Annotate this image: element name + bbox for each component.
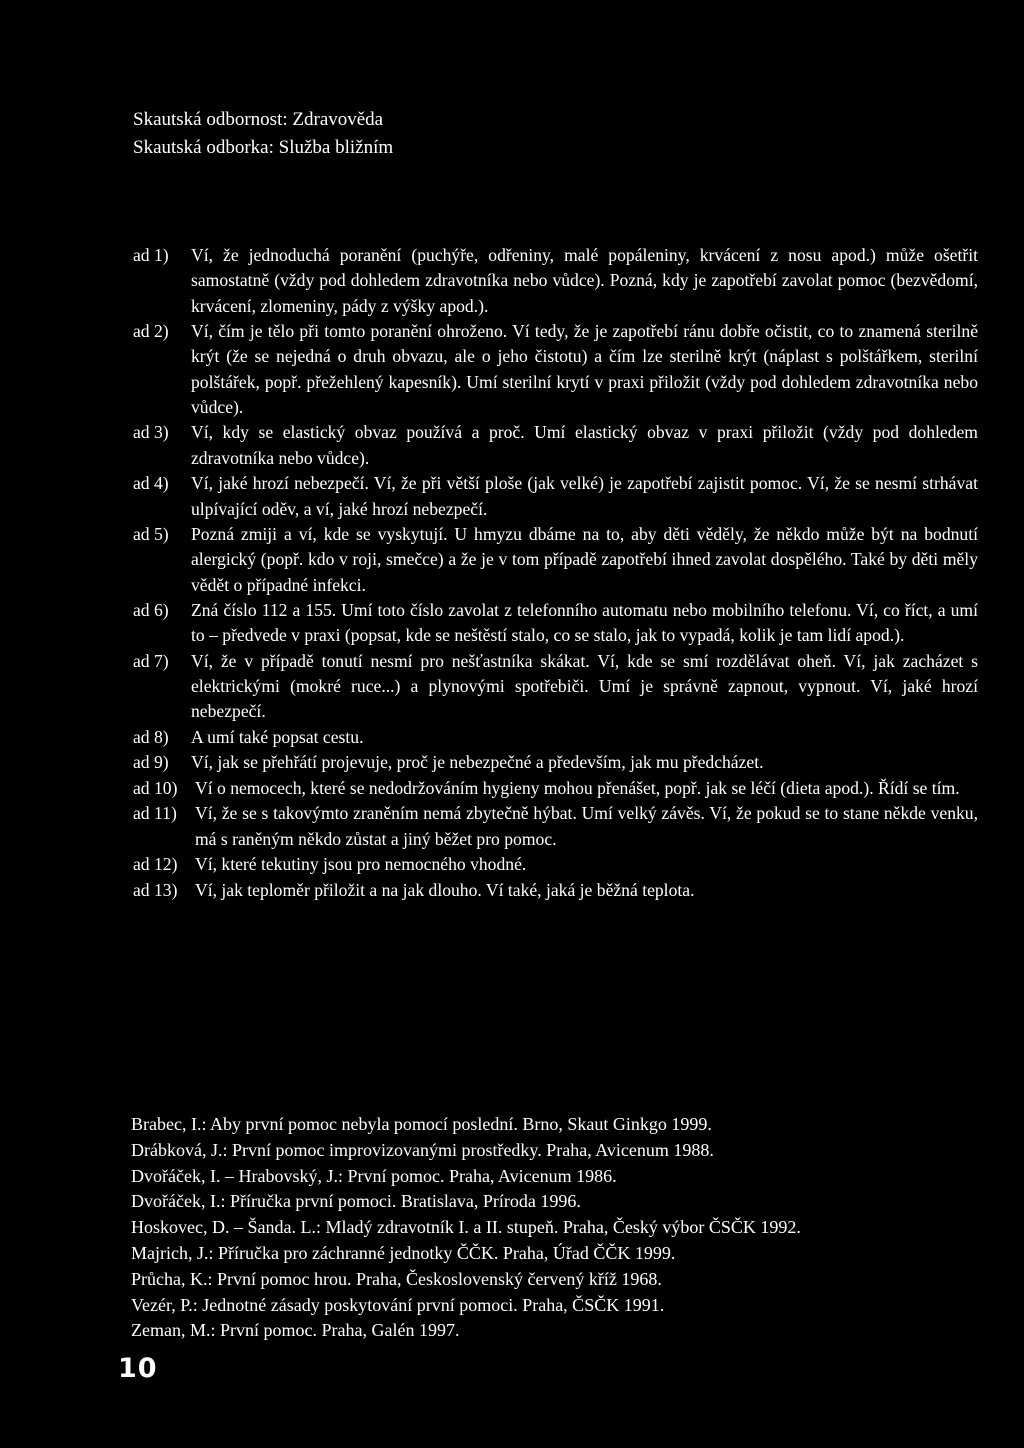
item-text: Zná číslo 112 a 155. Umí toto číslo zavolat z telefonního automatu nebo mobilního telefonu. Ví, co říct, a umí to – předvede v praxi (popsat, kde se neštěstí stalo, co se stalo, jak to vypadá, kolik je tam lidí apod.).: [191, 600, 978, 646]
reference-item: Zeman, M.: První pomoc. Praha, Galén 1997.: [131, 1320, 460, 1341]
header-line-odborka: Skautská odborka: Služba bližním: [133, 137, 394, 158]
item-text: Ví, jaké hrozí nebezpečí. Ví, že při větší ploše (jak velké) je zapotřebí zajistit pomoc. Ví, že se nesmí strhávat ulpívající oděv, a ví, jaké hrozí nebezpečí.: [191, 473, 978, 519]
header: [133, 106, 393, 162]
item-label: ad 8): [133, 726, 169, 747]
list-item: [133, 649, 978, 725]
item-label: ad 5): [133, 524, 169, 545]
reference-item: Brabec, I.: Aby první pomoc nebyla pomocí poslední. Brno, Skaut Ginkgo 1999.: [131, 1114, 712, 1134]
list-item: [133, 243, 978, 319]
item-text: A umí také popsat cestu.: [191, 726, 364, 747]
item-text: Ví, čím je tělo při tomto poranění ohroženo. Ví tedy, že je zapotřebí ránu dobře očistit, co to znamená sterilně krýt (že se nejedná o druh obvazu, ale o jeho čistotu) a čím lze sterilně krýt (náplast s polštářkem, sterilní polštářek, popř. přežehlený kapesník). Umí sterilní krytí v praxi přiložit (vždy pod dohledem zdravotníka nebo vůdce).: [191, 321, 978, 417]
list-item: [133, 750, 978, 775]
list-item: [133, 776, 978, 801]
reference-item: Průcha, K.: První pomoc hrou. Praha, Československý červený kříž 1968.: [131, 1268, 662, 1289]
list-item: [133, 598, 978, 649]
reference-item: Majrich, J.: Příručka pro záchranné jednotky ČČK. Praha, Úřad ČČK 1999.: [131, 1242, 676, 1263]
item-label: ad 6): [133, 600, 169, 621]
references-list: [131, 1112, 801, 1344]
item-label: ad 2): [133, 321, 169, 342]
item-label: ad 13): [133, 879, 178, 900]
item-label: ad 10): [133, 777, 178, 798]
list-item: [133, 725, 978, 750]
item-text: Ví o nemocech, které se nedodržováním hygieny mohou přenášet, popř. jak se léčí (dieta apod.). Řídí se tím.: [195, 777, 960, 798]
item-label: ad 12): [133, 854, 178, 875]
requirements-list: [133, 243, 978, 903]
list-item: [133, 801, 978, 852]
list-item: [133, 471, 978, 522]
header-line-odbornost: Skautská odbornost: Zdravověda: [133, 109, 384, 130]
reference-item: Vezér, P.: Jednotné zásady poskytování první pomoci. Praha, ČSČK 1991.: [131, 1294, 665, 1315]
list-item: [133, 420, 978, 471]
item-text: Ví, že v případě tonutí nesmí pro nešťastníka skákat. Ví, kde se smí rozdělávat oheň. Ví, jak zacházet s elektrickými (mokré ruce...) a plynovými spotřebiči. Umí je správně zapnout, vypnout. Ví, jaké hrozí nebezpečí.: [191, 650, 978, 722]
item-label: ad 4): [133, 473, 169, 494]
reference-item: Hoskovec, D. – Šanda. L.: Mladý zdravotník I. a II. stupeň. Praha, Český výbor ČSČK 1992.: [131, 1217, 801, 1238]
item-label: ad 3): [133, 422, 169, 443]
reference-item: Dvořáček, I.: Příručka první pomoci. Bratislava, Príroda 1996.: [131, 1191, 581, 1212]
list-item: [133, 852, 978, 877]
reference-item: Dvořáček, I. – Hrabovský, J.: První pomoc. Praha, Avicenum 1986.: [131, 1165, 617, 1186]
item-text: Ví, které tekutiny jsou pro nemocného vhodné.: [195, 854, 527, 875]
reference-item: Drábková, J.: První pomoc improvizovanými prostředky. Praha, Avicenum 1988.: [131, 1139, 714, 1160]
item-label: ad 7): [133, 650, 169, 671]
item-text: Ví, kdy se elastický obvaz používá a proč. Umí elastický obvaz v praxi přiložit (vždy pod dohledem zdravotníka nebo vůdce).: [191, 422, 978, 468]
item-label: ad 11): [133, 803, 177, 824]
item-text: Ví, že se s takovýmto zraněním nemá zbytečně hýbat. Umí velký závěs. Ví, že pokud se to stane někde venku, má s raněným někdo zůstat a jiný běžet pro pomoc.: [195, 803, 978, 849]
list-item: [133, 878, 978, 903]
item-text: Ví, že jednoduchá poranění (puchýře, odřeniny, malé popáleniny, krvácení z nosu apod.) může ošetřit samostatně (vždy pod dohledem zdravotníka nebo vůdce). Pozná, kdy je zapotřebí zavolat pomoc (bezvědomí, krvácení, zlomeniny, pády z výšky apod.).: [191, 245, 978, 316]
page-number: 10: [118, 1353, 158, 1384]
list-item: [133, 522, 978, 598]
item-text: Pozná zmiji a ví, kde se vyskytují. U hmyzu dbáme na to, aby děti věděly, že někdo může být na bodnutí alergický (popř. kdo v roji, smečce) a že je v tom případě zapotřebí ihned zavolat dospělého. Také by děti měly vědět o případné infekci.: [191, 524, 978, 595]
list-item: [133, 319, 978, 420]
item-label: ad 1): [133, 245, 169, 265]
item-label: ad 9): [133, 752, 169, 773]
item-text: Ví, jak teploměr přiložit a na jak dlouho. Ví také, jaká je běžná teplota.: [195, 879, 695, 900]
item-text: Ví, jak se přehřátí projevuje, proč je nebezpečné a především, jak mu předcházet.: [191, 752, 764, 773]
